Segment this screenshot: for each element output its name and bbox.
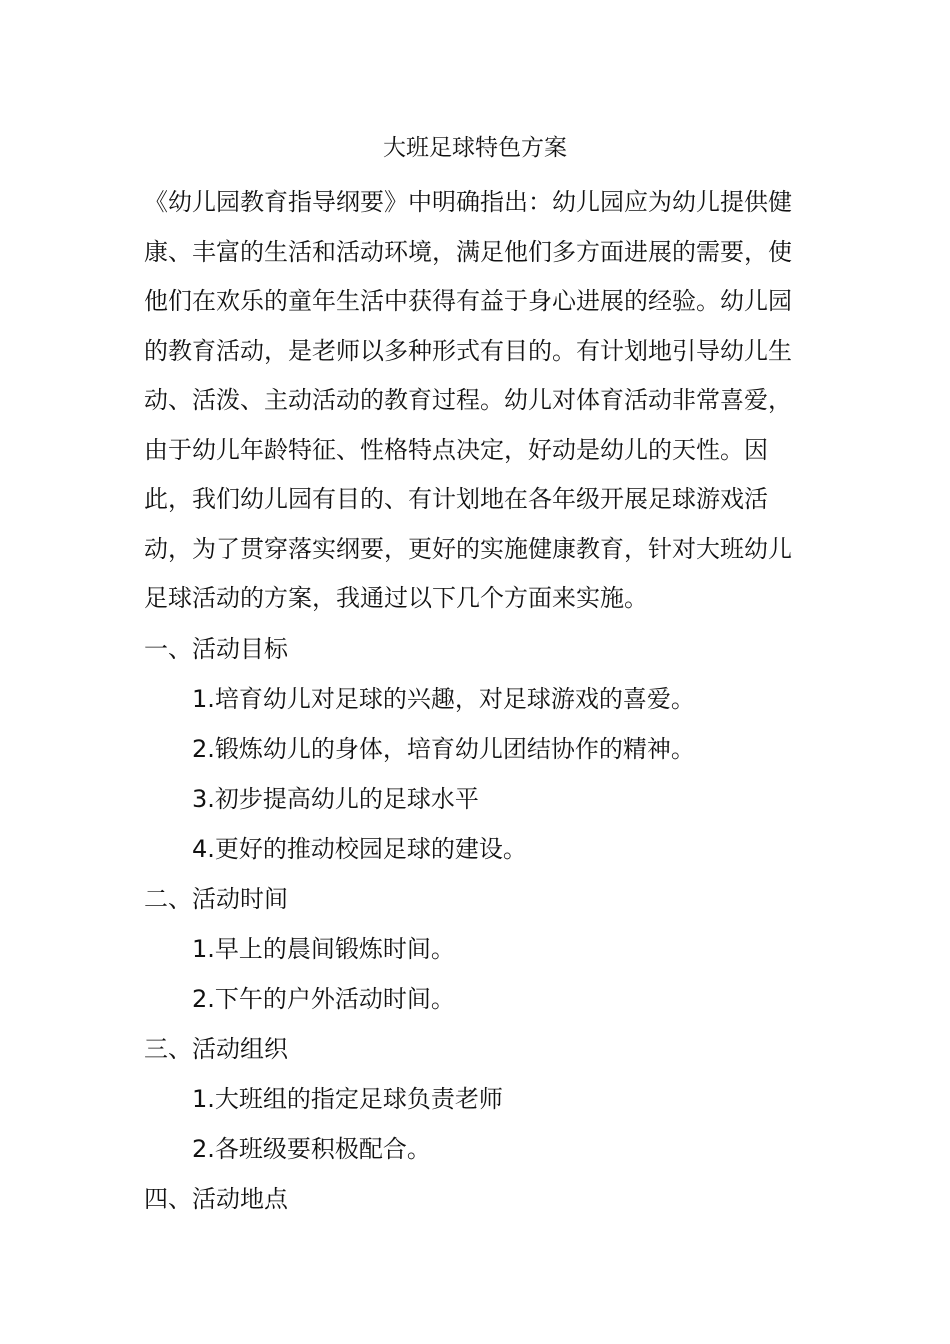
document-body — [144, 178, 834, 1224]
section-heading-organization: 三、活动组织 — [144, 1034, 288, 1063]
list-item: 1.培育幼儿对足球的兴趣，对足球游戏的喜爱。 — [192, 684, 695, 713]
list-item: 3.初步提高幼儿的足球水平 — [192, 784, 479, 813]
document-title: 大班足球特色方案 — [383, 135, 567, 161]
section-heading-location: 四、活动地点 — [144, 1184, 288, 1213]
intro-paragraph: 《幼儿园教育指导纲要》中明确指出：幼儿园应为幼儿提供健康、丰富的生活和活动环境，满足他们多方面进展的需要，使他们在欢乐的童年生活中获得有益于身心进展的经验。幼儿园的教育活动，是老师以多种形式有目的。有计划地引导幼儿生动、活泼、主动活动的教育过程。幼儿对体育活动非常喜爱，由于幼儿年龄特征、性格特点决定，好动是幼儿的天性。因此，我们幼儿园有目的、有计划地在各年级开展足球游戏活动，为了贯穿落实纲要，更好的实施健康教育，针对大班幼儿足球活动的方案，我通过以下几个方面来实施。 — [144, 188, 792, 612]
list-item: 4.更好的推动校园足球的建设。 — [192, 834, 527, 863]
section-heading-time: 二、活动时间 — [144, 884, 288, 913]
section-heading-goals: 一、活动目标 — [144, 634, 288, 663]
list-item: 2.各班级要积极配合。 — [192, 1134, 431, 1163]
list-item: 2.锻炼幼儿的身体，培育幼儿团结协作的精神。 — [192, 734, 695, 763]
list-item: 2.下午的户外活动时间。 — [192, 984, 455, 1013]
list-item: 1.早上的晨间锻炼时间。 — [192, 934, 455, 963]
list-item: 1.大班组的指定足球负责老师 — [192, 1084, 503, 1113]
